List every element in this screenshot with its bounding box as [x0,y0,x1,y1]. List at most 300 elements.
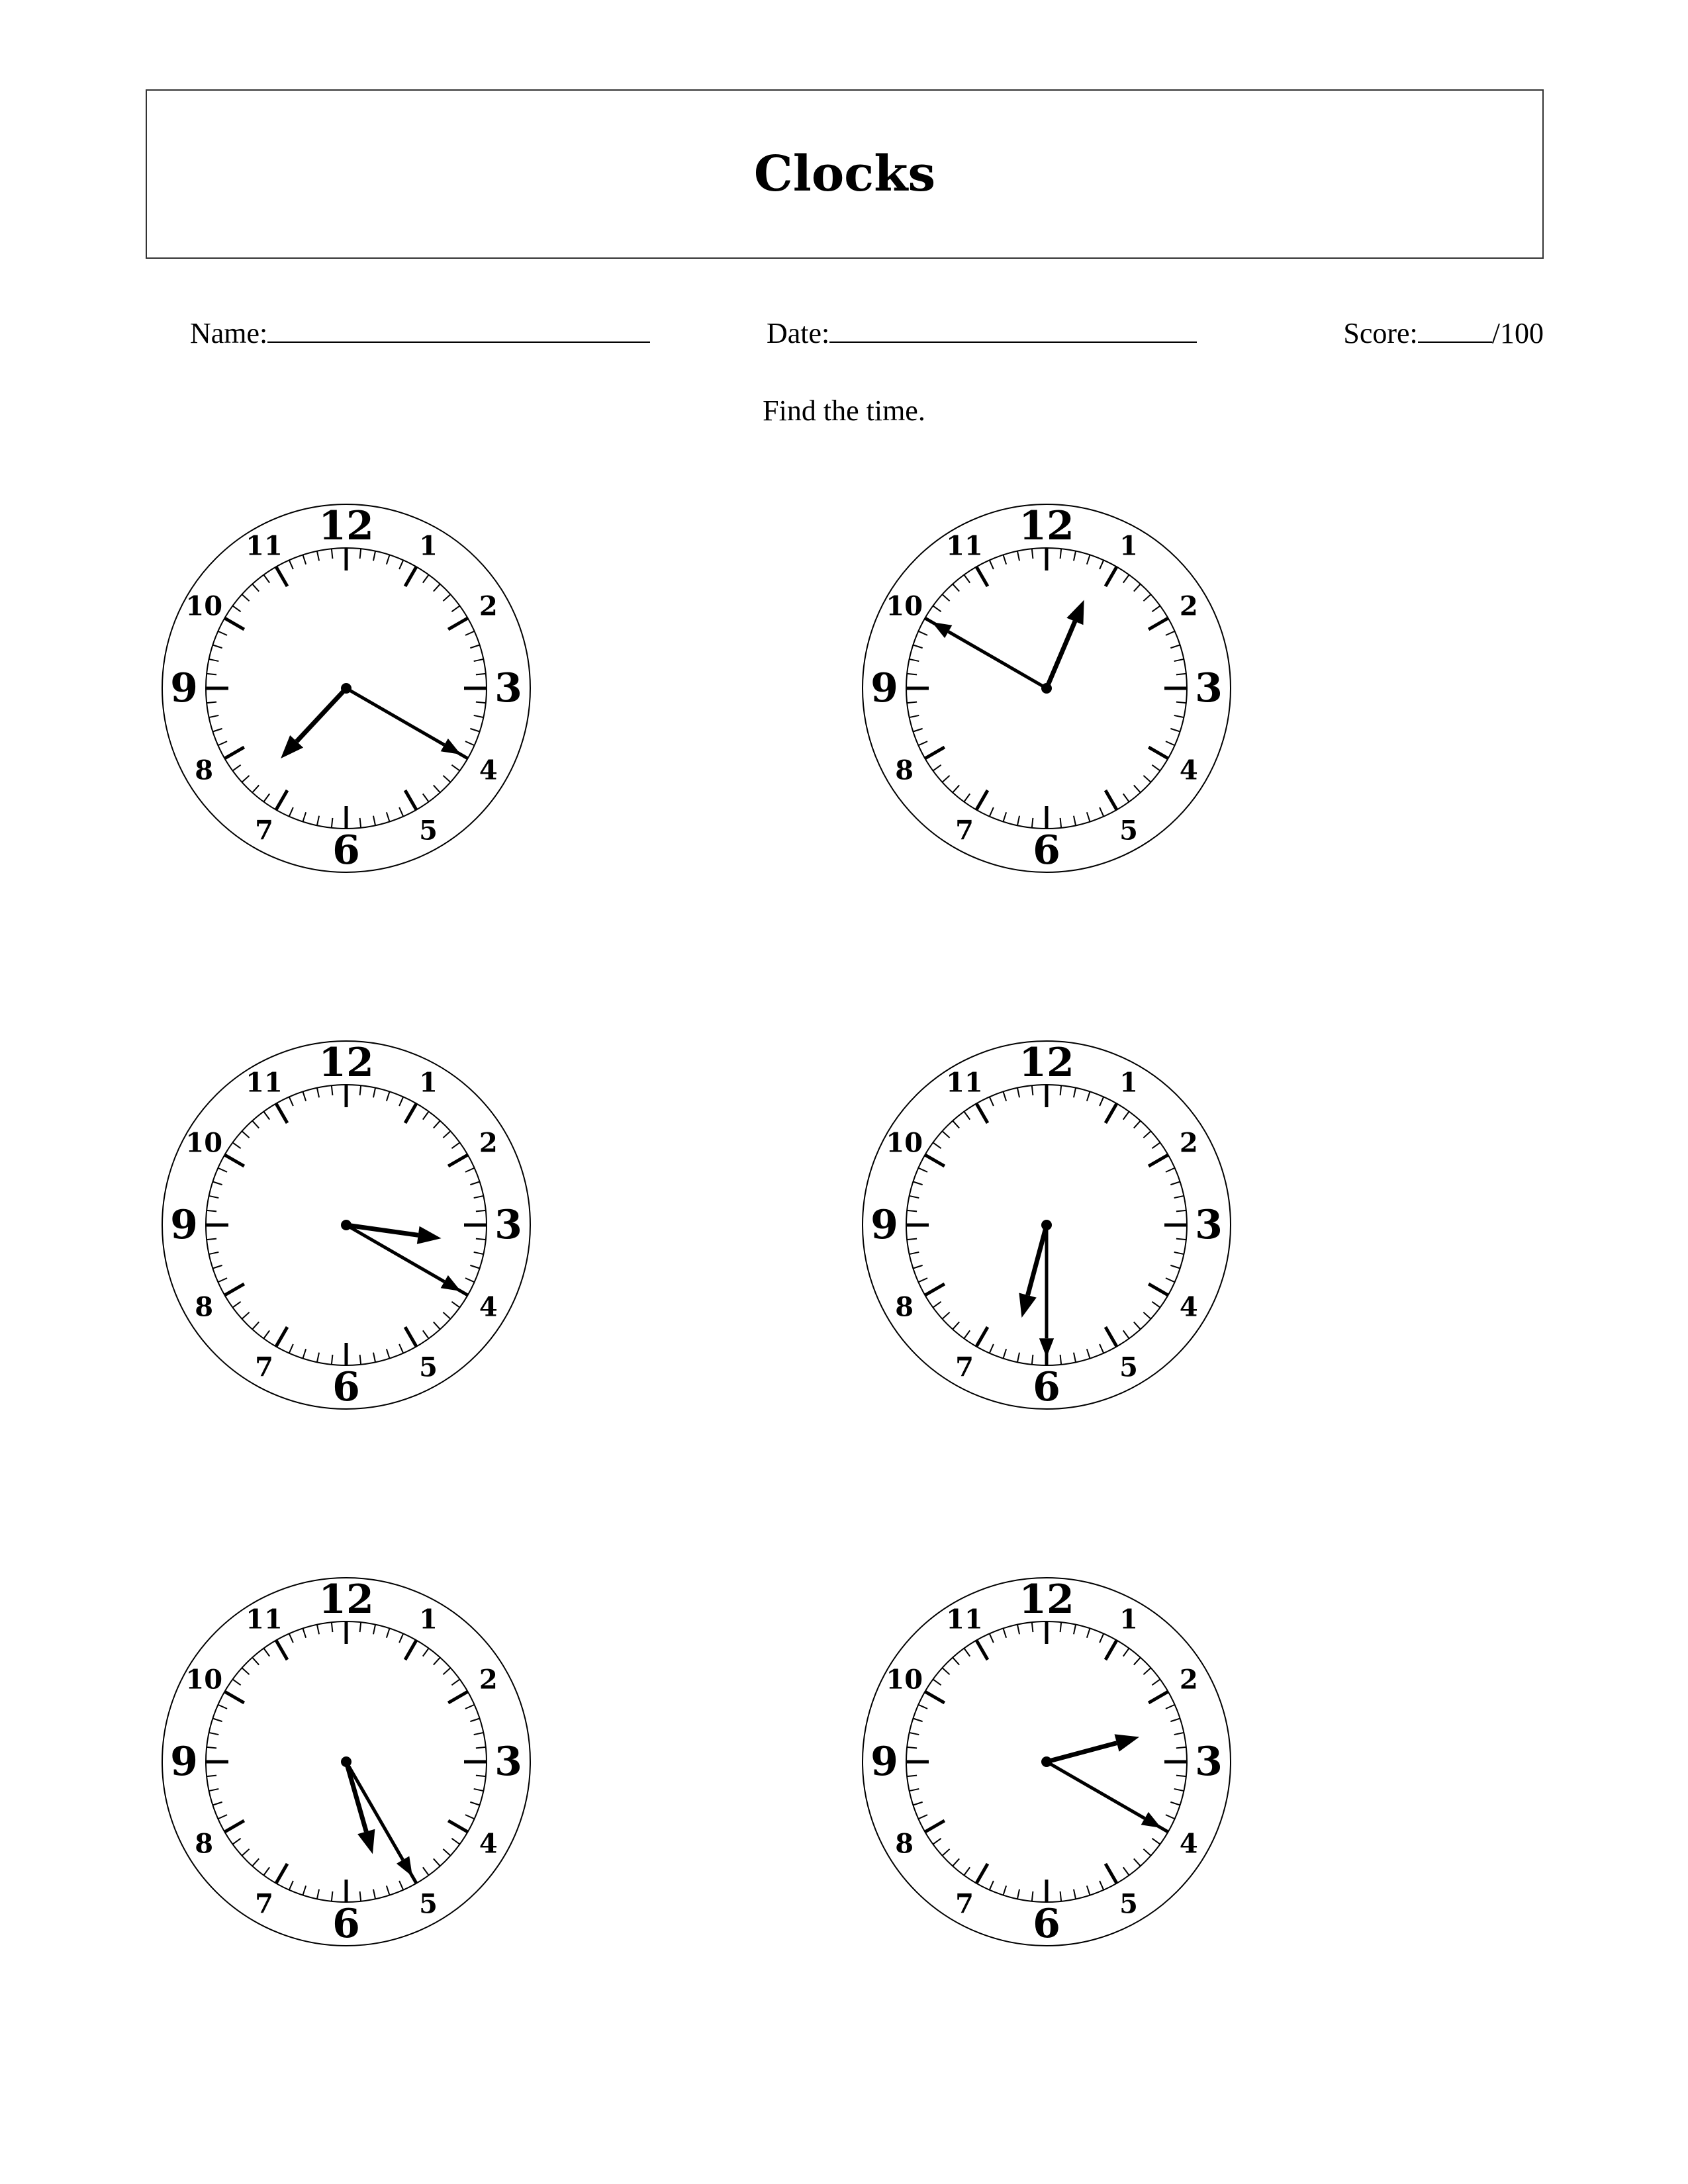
minute-tick [1087,1628,1090,1637]
minute-tick [1100,560,1103,569]
minute-tick [1100,1633,1103,1643]
minute-tick [434,785,440,792]
minute-tick [1170,1802,1180,1805]
minute-tick [317,1353,319,1363]
minute-tick [289,1881,293,1890]
minute-tick [207,1747,216,1749]
hour-tick [925,1155,944,1166]
minute-tick [218,1815,227,1819]
minute-tick [451,1679,459,1685]
clock-4 [855,1033,1239,1417]
minute-tick [465,741,475,745]
minute-tick [1123,1330,1129,1338]
minute-tick [913,1181,922,1185]
hour-tick [405,1327,416,1346]
minute-tick [1087,1349,1090,1358]
minute-tick [209,1252,219,1254]
minute-tick [252,785,259,792]
clock-numeral-1: 1 [419,1604,438,1635]
minute-tick [1170,1718,1180,1721]
minute-tick [434,1858,440,1866]
minute-tick [209,1789,219,1791]
score-label: Score: [1343,317,1418,349]
clock-numeral-1: 1 [419,1067,438,1099]
minute-tick [1174,1196,1184,1198]
score-blank-line[interactable] [1418,311,1492,343]
minute-tick [317,816,319,826]
minute-tick [476,674,486,675]
minute-tick [423,1330,429,1338]
minute-tick [942,1849,949,1856]
minute-tick [1176,702,1186,704]
minute-tick [1143,1131,1150,1138]
clock-numeral-2: 2 [1179,1127,1198,1159]
minute-tick [218,1705,227,1709]
minute-tick [964,1648,970,1656]
minute-tick [1143,1312,1150,1319]
clock-3 [154,1033,538,1417]
minute-tick [942,1668,949,1674]
minute-tick [990,1097,994,1106]
clock-numeral-6: 6 [332,1364,360,1410]
minute-tick [1017,551,1019,561]
hour-tick [976,1327,988,1346]
minute-tick [918,1815,927,1819]
minute-tick [465,631,475,635]
minute-tick [990,807,994,817]
clock-numeral-5: 5 [1119,1888,1138,1920]
minute-tick [910,1789,919,1791]
minute-tick [1152,765,1160,771]
minute-tick [1017,1088,1019,1098]
minute-tick [360,549,361,559]
hour-tick [925,1284,944,1295]
minute-tick [953,1120,959,1128]
minute-tick [303,1091,306,1101]
clock-numeral-8: 8 [895,1291,914,1323]
minute-tick [212,729,222,732]
minute-tick [263,1867,269,1875]
minute-tick [252,1657,259,1664]
clock-numeral-3: 3 [1195,665,1223,711]
minute-tick [399,560,403,569]
minute-tick [907,702,917,704]
minute-tick [451,765,459,771]
minute-tick [933,765,941,771]
minute-tick [990,1633,994,1643]
minute-tick [1143,776,1150,782]
minute-tick [317,1088,319,1098]
clock-numeral-1: 1 [1119,1604,1138,1635]
minute-tick [434,584,440,591]
minute-tick [918,631,927,635]
minute-tick [332,1891,333,1901]
hour-tick [224,1692,244,1703]
clock-numeral-10: 10 [886,1127,923,1159]
hour-tick [1149,1155,1168,1166]
date-field [767,311,1197,350]
minute-tick [434,1322,440,1329]
clock-center-pin [1041,683,1052,694]
minute-tick [209,1733,219,1735]
clock-4-face [855,1033,1239,1417]
hour-tick [976,1864,988,1883]
minute-tick [465,1815,475,1819]
minute-tick [218,631,227,635]
hour-tick [276,1864,287,1883]
minute-tick [1143,1849,1150,1856]
minute-tick [964,1867,970,1875]
clock-numeral-9: 9 [170,665,198,711]
name-blank-line[interactable] [267,311,650,343]
clock-numeral-12: 12 [1019,1040,1074,1086]
minute-tick [918,1168,927,1172]
minute-tick [242,594,249,601]
clock-numeral-10: 10 [886,1664,923,1696]
minute-tick [434,1657,440,1664]
minute-tick [953,1322,959,1329]
minute-tick [465,1278,475,1282]
minute-tick [1060,818,1062,828]
minute-tick [918,1278,927,1282]
clock-numeral-5: 5 [1119,1351,1138,1383]
date-blank-line[interactable] [829,311,1197,343]
minute-tick [1170,645,1180,648]
minute-tick [360,1085,361,1095]
minute-tick [451,606,459,612]
clock-numeral-6: 6 [332,827,360,874]
minute-tick [913,1265,922,1269]
clock-numeral-8: 8 [195,754,214,786]
minute-tick [1060,1622,1062,1632]
minute-tick [910,1196,919,1198]
hour-tick [276,1103,287,1122]
clock-6 [855,1570,1239,1954]
minute-tick [1032,549,1033,559]
minute-tick [1166,1815,1175,1819]
minute-tick [1032,818,1033,828]
clock-numeral-2: 2 [479,1127,498,1159]
minute-tick [476,702,486,704]
minute-tick [1100,807,1103,817]
minute-tick [207,1210,216,1212]
hour-tick [405,1103,416,1122]
minute-tick [218,1278,227,1282]
clock-numeral-4: 4 [479,754,498,786]
clock-numeral-9: 9 [870,1202,898,1248]
clock-numeral-5: 5 [419,815,438,846]
minute-tick [443,1668,450,1674]
hour-tick [1105,1864,1117,1883]
minute-tick [1087,812,1090,821]
minute-tick [451,1302,459,1308]
minute-tick [443,1131,450,1138]
clock-numeral-4: 4 [479,1828,498,1860]
minute-tick [1166,631,1175,635]
minute-tick [207,702,216,704]
clock-center-pin [341,1220,352,1230]
clock-numeral-11: 11 [946,530,983,562]
minute-tick [964,794,970,801]
minute-tick [1003,1886,1006,1895]
clock-2-face [855,496,1239,880]
minute-tick [913,1802,922,1805]
hour-tick [925,1821,944,1832]
minute-tick [953,1858,959,1866]
clock-2 [855,496,1239,880]
minute-tick [232,1142,240,1148]
hour-tick [405,567,416,586]
minute-tick [332,549,333,559]
minute-tick [289,560,293,569]
minute-tick [910,659,919,661]
hour-tick [224,1155,244,1166]
minute-tick [474,1196,484,1198]
clock-numeral-4: 4 [1179,754,1198,786]
minute-tick [1166,1278,1175,1282]
minute-tick [474,1252,484,1254]
minute-tick [953,1657,959,1664]
minute-tick [1176,1747,1186,1749]
clock-numeral-7: 7 [255,1888,273,1920]
minute-tick [1123,1111,1129,1119]
clock-numeral-3: 3 [494,1202,522,1248]
hour-tick [1105,790,1117,809]
minute-tick [476,1747,486,1749]
name-label: Name: [190,317,268,349]
hour-hand [1019,1225,1047,1318]
hour-tick [224,1284,244,1295]
minute-tick [907,1776,917,1777]
minute-tick [907,1210,917,1212]
title-box [146,89,1544,259]
minute-tick [332,1355,333,1365]
minute-tick [399,1633,403,1643]
minute-tick [360,818,361,828]
clock-numeral-10: 10 [185,1127,223,1159]
minute-tick [242,1131,249,1138]
minute-tick [423,574,429,582]
minute-tick [423,1111,429,1119]
clock-numeral-1: 1 [1119,1067,1138,1099]
hour-tick [276,790,287,809]
minute-tick [470,1718,479,1721]
minute-tick [332,818,333,828]
minute-tick [964,574,970,582]
clock-center-pin [341,1756,352,1767]
minute-tick [332,1622,333,1632]
hour-tick [448,1155,467,1166]
clock-center-pin [341,683,352,694]
hour-tick [276,567,287,586]
minute-tick [1134,1657,1141,1664]
clock-numeral-11: 11 [246,530,283,562]
minute-tick [252,584,259,591]
minute-tick [1003,1628,1006,1637]
minute-tick [303,1349,306,1358]
minute-tick [1074,1625,1076,1635]
minute-tick [289,1097,293,1106]
clock-numeral-3: 3 [494,665,522,711]
hour-tick [976,567,988,586]
clock-numeral-6: 6 [1033,827,1060,874]
minute-tick [360,1622,361,1632]
minute-tick [913,1718,922,1721]
minute-tick [907,674,917,675]
clock-numeral-11: 11 [946,1604,983,1635]
minute-tick [470,1181,479,1185]
minute-tick [1087,555,1090,564]
clock-1-face [154,496,538,880]
clock-center-pin [1041,1756,1052,1767]
clock-numeral-9: 9 [870,665,898,711]
minute-tick [1170,1265,1180,1269]
minute-tick [907,1747,917,1749]
minute-tick [1134,584,1141,591]
minute-tick [1123,794,1129,801]
minute-tick [451,1839,459,1844]
minute-tick [933,1142,941,1148]
minute-tick [474,1789,484,1791]
clock-5-face [154,1570,538,1954]
minute-tick [373,1088,375,1098]
minute-tick [474,659,484,661]
minute-tick [476,1239,486,1240]
minute-tick [232,765,240,771]
minute-tick [212,1265,222,1269]
minute-tick [1134,1120,1141,1128]
minute-tick [476,1210,486,1212]
clock-numeral-7: 7 [955,815,974,846]
hour-tick [276,1327,287,1346]
minute-tick [990,560,994,569]
minute-tick [212,1718,222,1721]
minute-tick [1100,1344,1103,1353]
hour-tick [1149,1692,1168,1703]
clock-numeral-8: 8 [195,1291,214,1323]
clock-center-pin [1041,1220,1052,1230]
minute-tick [1176,1210,1186,1212]
hour-tick [1149,1284,1168,1295]
hour-tick [448,618,467,629]
hour-tick [925,1692,944,1703]
minute-tick [209,715,219,717]
minute-tick [1170,1181,1180,1185]
minute-tick [907,1239,917,1240]
minute-tick [1074,1088,1076,1098]
minute-tick [373,1353,375,1363]
minute-tick [1134,785,1141,792]
minute-tick [933,1302,941,1308]
minute-tick [1032,1085,1033,1095]
minute-tick [434,1120,440,1128]
minute-tick [910,1252,919,1254]
minute-tick [1017,1353,1019,1363]
clock-numeral-7: 7 [955,1888,974,1920]
minute-tick [242,776,249,782]
minute-tick [1123,1867,1129,1875]
name-field [190,311,650,350]
minute-tick [1087,1886,1090,1895]
clock-5 [154,1570,538,1954]
minute-tick [933,606,941,612]
hour-tick [448,1821,467,1832]
minute-tick [373,816,375,826]
minute-tick [1003,1091,1006,1101]
minute-tick [209,1196,219,1198]
minute-tick [918,741,927,745]
clock-numeral-8: 8 [195,1828,214,1860]
hour-tick [1105,1640,1117,1659]
minute-tick [252,1120,259,1128]
minute-tick [252,1858,259,1866]
minute-tick [387,555,390,564]
minute-tick [1003,1349,1006,1358]
minute-tick [303,555,306,564]
clock-numeral-10: 10 [185,1664,223,1696]
clock-3-face [154,1033,538,1417]
clock-numeral-9: 9 [170,1739,198,1785]
minute-tick [942,594,949,601]
hour-tick [276,1640,287,1659]
minute-tick [1176,1776,1186,1777]
hour-tick [976,790,988,809]
minute-tick [1174,1733,1184,1735]
hour-hand [281,688,346,758]
minute-hand [346,1762,412,1876]
minute-tick [1123,574,1129,582]
clock-numeral-2: 2 [1179,1664,1198,1696]
minute-tick [263,1648,269,1656]
minute-tick [1166,741,1175,745]
score-total: /100 [1491,317,1544,349]
minute-tick [303,1886,306,1895]
minute-tick [1152,1142,1160,1148]
minute-tick [360,1891,361,1901]
minute-tick [1060,549,1062,559]
hour-tick [448,1692,467,1703]
minute-tick [207,1239,216,1240]
minute-hand [346,688,461,754]
minute-tick [942,1312,949,1319]
clock-numeral-3: 3 [494,1739,522,1785]
hour-tick [976,1103,988,1122]
minute-tick [1060,1355,1062,1365]
minute-tick [373,1889,375,1899]
hour-tick [925,747,944,758]
clock-6-face [855,1570,1239,1954]
minute-tick [242,1849,249,1856]
minute-tick [317,1889,319,1899]
minute-tick [303,1628,306,1637]
hour-tick [224,747,244,758]
clock-numeral-12: 12 [1019,503,1074,549]
minute-tick [387,1886,390,1895]
minute-tick [933,1679,941,1685]
minute-tick [990,1344,994,1353]
hour-hand [1047,600,1084,688]
clock-numeral-7: 7 [255,1351,273,1383]
clock-numeral-3: 3 [1195,1739,1223,1785]
minute-tick [218,1168,227,1172]
clock-numeral-9: 9 [870,1739,898,1785]
clock-numeral-11: 11 [246,1067,283,1099]
clock-numeral-7: 7 [255,815,273,846]
minute-tick [387,1628,390,1637]
minute-tick [1143,594,1150,601]
minute-tick [387,1349,390,1358]
minute-tick [1152,1839,1160,1844]
